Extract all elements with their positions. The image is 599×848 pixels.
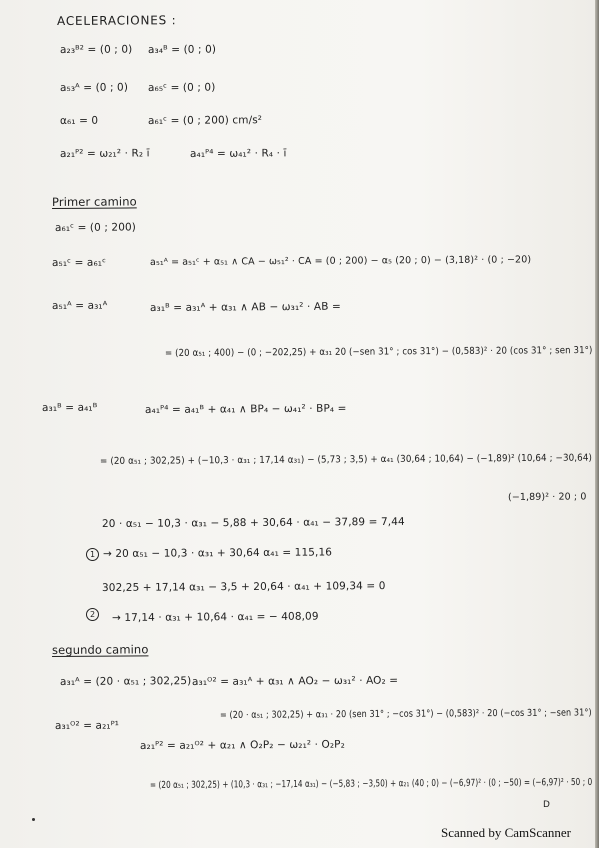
page-marker: D — [543, 800, 550, 810]
eq-first-a41p4: a₄₁ᴾ⁴ = a₄₁ᴮ + α₄₁ ∧ BP₄ − ω₄₁² · BP₄ = — [144, 402, 347, 416]
eq-alpha61: α₆₁ = 0 — [59, 114, 99, 127]
eq-first-a51c: a₅₁ᶜ = a₆₁ᶜ — [51, 256, 107, 269]
eq-a65: a₆₅ᶜ = (0 ; 0) — [147, 81, 216, 94]
scan-speck — [32, 818, 35, 821]
eq-a34: a₃₄ᴮ = (0 ; 0) — [147, 43, 217, 56]
eq-first-a51a: a₅₁ᴬ = a₅₁ᶜ + α₅₁ ∧ CA − ω₅₁² · CA = (0 ; 200) − α₅ (20 ; 0) − (3,18)² · (0 ; −20) — [149, 254, 532, 268]
second-path-heading: segundo camino — [51, 642, 149, 657]
eq-second-a31o2-expanded: = (20 · α₅₁ ; 302,25) + α₃₁ · 20 (sen 31° ; −cos 31°) − (0,583)² · 20 (−cos 31° ; −sen 31°) — [219, 707, 592, 721]
eq-a53: a₅₃ᴬ = (0 ; 0) — [59, 81, 129, 94]
eq-first-a31b-equals: a₃₁ᴮ = a₄₁ᴮ — [41, 401, 98, 414]
page-title: ACELERACIONES : — [56, 13, 177, 28]
equation-number-1: 1 — [86, 548, 99, 561]
eq-first-a61c: a₆₁ᶜ = (0 ; 200) — [54, 221, 136, 234]
eq-second-a31o2: a₃₁ᴼ² = a₃₁ᴬ + α₃₁ ∧ AO₂ − ω₃₁² · AO₂ = — [191, 674, 399, 688]
eq-first-side-vector: (−1,89)² · 20 ; 0 — [507, 491, 587, 503]
eq-second-a21p2: a₂₁ᴾ² = a₂₁ᴼ² + α₂₁ ∧ O₂P₂ − ω₂₁² · O₂P₂ — [139, 738, 345, 752]
eq-first-a31b-expanded: = (20 α₅₁ ; 400) − (0 ; −202,25) + α₃₁ 20 (−sen 31° ; cos 31°) − (0,583)² · 20 (cos 31° ; sen 31°) — [164, 345, 593, 359]
eq-a61: a₆₁ᶜ = (0 ; 200) cm/s² — [147, 114, 263, 127]
scanner-footer: Scanned by CamScanner — [441, 825, 571, 840]
eq-second-a21p2-expanded: = (20 α₅₁ ; 302,25) + (10,3 · α₃₁ ; −17,14 α₃₁) − (−5,83 ; −3,50) + α₂₁ (40 ; 0) − (−6,97)² · (0 ; −50) = (−6,97)² · 50 ; 0 — [149, 776, 593, 791]
eq-first-x-component: 20 · α₅₁ − 10,3 · α₃₁ − 5,88 + 30,64 · α₄₁ − 37,89 = 7,44 — [101, 515, 405, 530]
eq-second-a31a: a₃₁ᴬ = (20 · α₅₁ ; 302,25) — [59, 675, 192, 688]
eq-a41-p4: a₄₁ᴾ⁴ = ω₄₁² · R₄ · ī — [189, 147, 287, 160]
eq-first-system-2: → 17,14 · α₃₁ + 10,64 · α₄₁ = − 408,09 — [111, 610, 319, 624]
equation-number-2: 2 — [86, 608, 99, 621]
eq-first-a51a-equals: a₅₁ᴬ = a₃₁ᴬ — [51, 299, 108, 312]
eq-first-y-component: 302,25 + 17,14 α₃₁ − 3,5 + 20,64 · α₄₁ + 109,34 = 0 — [101, 580, 386, 594]
eq-a23: a₂₃ᴮ² = (0 ; 0) — [59, 43, 133, 56]
first-path-heading: Primer camino — [51, 194, 137, 209]
eq-second-a31o2-equals: a₃₁ᴼ² = a₂₁ᴾ¹ — [54, 719, 120, 732]
eq-first-system-1: → 20 α₅₁ − 10,3 · α₃₁ + 30,64 α₄₁ = 115,16 — [102, 546, 333, 560]
eq-first-a41p4-expanded: = (20 α₅₁ ; 302,25) + (−10,3 · α₃₁ ; 17,14 α₃₁) − (5,73 ; 3,5) + α₄₁ (30,64 ; 10,64) − (−1,89)² (10,64 ; −30,64) — [99, 452, 593, 467]
page-edge-shadow — [595, 0, 599, 848]
eq-first-a31b: a₃₁ᴮ = a₃₁ᴬ + α₃₁ ∧ AB − ω₃₁² · AB = — [149, 300, 341, 314]
eq-a21-p2: a₂₁ᴾ² = ω₂₁² · R₂ ī — [59, 147, 150, 160]
